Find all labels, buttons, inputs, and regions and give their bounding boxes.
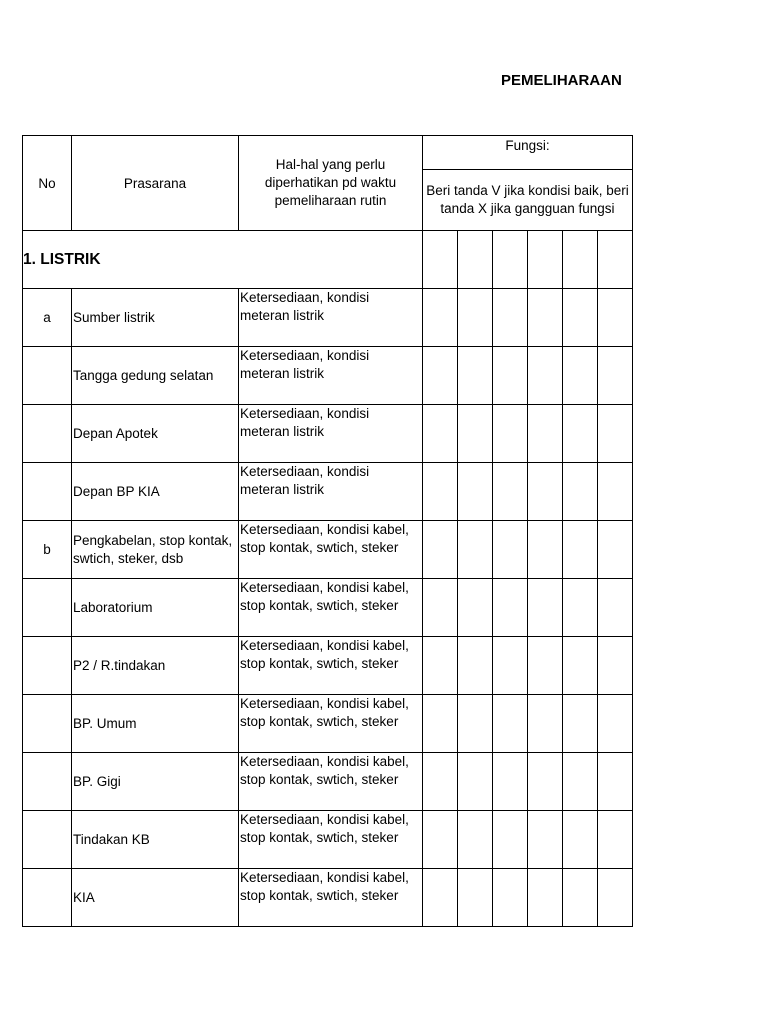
maintenance-table [22, 135, 633, 927]
check-cell[interactable] [563, 347, 598, 405]
row-hal: Ketersediaan, kondisi kabel, stop kontak, swtich, steker [239, 521, 423, 579]
check-cell[interactable] [528, 521, 563, 579]
check-cell[interactable] [493, 347, 528, 405]
check-cell[interactable] [493, 637, 528, 695]
table-row [23, 695, 633, 753]
table-row [23, 637, 633, 695]
page-title: PEMELIHARAAN [501, 72, 622, 89]
check-cell[interactable] [493, 231, 528, 289]
check-cell[interactable] [423, 869, 458, 927]
check-cell[interactable] [598, 637, 633, 695]
row-hal: Ketersediaan, kondisi kabel, stop kontak, swtich, steker [239, 579, 423, 637]
check-cell[interactable] [493, 811, 528, 869]
check-cell[interactable] [493, 579, 528, 637]
check-cell[interactable] [598, 405, 633, 463]
row-no [23, 637, 72, 695]
check-cell[interactable] [528, 695, 563, 753]
row-prasarana: BP. Umum [72, 695, 239, 753]
check-cell[interactable] [458, 463, 493, 521]
check-cell[interactable] [598, 231, 633, 289]
check-cell[interactable] [458, 231, 493, 289]
check-cell[interactable] [598, 811, 633, 869]
row-prasarana: Sumber listrik [72, 289, 239, 347]
check-cell[interactable] [458, 695, 493, 753]
check-cell[interactable] [528, 231, 563, 289]
check-cell[interactable] [423, 347, 458, 405]
row-no [23, 579, 72, 637]
table-row [23, 405, 633, 463]
check-cell[interactable] [458, 579, 493, 637]
header-fungsi-note: Beri tanda V jika kondisi baik, beri tanda X jika gangguan fungsi [423, 170, 633, 231]
check-cell[interactable] [458, 347, 493, 405]
check-cell[interactable] [598, 463, 633, 521]
check-cell[interactable] [563, 811, 598, 869]
check-cell[interactable] [563, 289, 598, 347]
header-hal: Hal-hal yang perlu diperhatikan pd waktu pemeliharaan rutin [239, 136, 423, 231]
check-cell[interactable] [563, 521, 598, 579]
row-no [23, 695, 72, 753]
row-no [23, 753, 72, 811]
check-cell[interactable] [563, 231, 598, 289]
row-hal: Ketersediaan, kondisi kabel, stop kontak, swtich, steker [239, 869, 423, 927]
check-cell[interactable] [423, 289, 458, 347]
check-cell[interactable] [563, 753, 598, 811]
table-row [23, 463, 633, 521]
row-hal: Ketersediaan, kondisi meteran listrik [239, 347, 423, 405]
header-no: No [23, 136, 72, 231]
check-cell[interactable] [493, 463, 528, 521]
check-cell[interactable] [598, 347, 633, 405]
check-cell[interactable] [458, 637, 493, 695]
check-cell[interactable] [528, 405, 563, 463]
row-hal: Ketersediaan, kondisi meteran listrik [239, 463, 423, 521]
row-no [23, 869, 72, 927]
header-row [23, 136, 633, 170]
row-hal: Ketersediaan, kondisi meteran listrik [239, 405, 423, 463]
check-cell[interactable] [493, 289, 528, 347]
row-prasarana: Laboratorium [72, 579, 239, 637]
check-cell[interactable] [423, 521, 458, 579]
row-prasarana: KIA [72, 869, 239, 927]
row-no: a [23, 289, 72, 347]
table-body [23, 136, 633, 927]
table-row [23, 869, 633, 927]
check-cell[interactable] [493, 521, 528, 579]
row-prasarana: P2 / R.tindakan [72, 637, 239, 695]
check-cell[interactable] [528, 869, 563, 927]
row-hal: Ketersediaan, kondisi meteran listrik [239, 289, 423, 347]
check-cell[interactable] [423, 811, 458, 869]
check-cell[interactable] [423, 463, 458, 521]
check-cell[interactable] [458, 869, 493, 927]
check-cell[interactable] [528, 753, 563, 811]
row-hal: Ketersediaan, kondisi kabel, stop kontak, swtich, steker [239, 637, 423, 695]
table-row [23, 347, 633, 405]
check-cell[interactable] [423, 231, 458, 289]
check-cell[interactable] [458, 289, 493, 347]
check-cell[interactable] [528, 811, 563, 869]
check-cell[interactable] [598, 289, 633, 347]
check-cell[interactable] [528, 347, 563, 405]
check-cell[interactable] [598, 869, 633, 927]
check-cell[interactable] [563, 637, 598, 695]
table-row [23, 289, 633, 347]
check-cell[interactable] [528, 289, 563, 347]
row-hal: Ketersediaan, kondisi kabel, stop kontak, swtich, steker [239, 695, 423, 753]
row-prasarana: Pengkabelan, stop kontak, swtich, steker, dsb [72, 521, 239, 579]
header-fungsi: Fungsi: [423, 136, 633, 170]
row-no: b [23, 521, 72, 579]
check-cell[interactable] [563, 579, 598, 637]
table-row [23, 811, 633, 869]
table-row [23, 579, 633, 637]
check-cell[interactable] [423, 637, 458, 695]
row-no [23, 405, 72, 463]
table-row [23, 753, 633, 811]
section-row [23, 231, 633, 289]
check-cell[interactable] [563, 405, 598, 463]
check-cell[interactable] [493, 869, 528, 927]
check-cell[interactable] [528, 463, 563, 521]
check-cell[interactable] [598, 753, 633, 811]
row-prasarana: Depan BP KIA [72, 463, 239, 521]
check-cell[interactable] [458, 521, 493, 579]
check-cell[interactable] [458, 405, 493, 463]
row-prasarana: Tindakan KB [72, 811, 239, 869]
check-cell[interactable] [493, 405, 528, 463]
header-prasarana: Prasarana [72, 136, 239, 231]
check-cell[interactable] [598, 695, 633, 753]
section-title: 1. LISTRIK [23, 231, 423, 289]
check-cell[interactable] [423, 579, 458, 637]
check-cell[interactable] [423, 753, 458, 811]
check-cell[interactable] [528, 637, 563, 695]
check-cell[interactable] [493, 695, 528, 753]
row-no [23, 347, 72, 405]
check-cell[interactable] [423, 405, 458, 463]
row-prasarana: Depan Apotek [72, 405, 239, 463]
check-cell[interactable] [598, 579, 633, 637]
table-row [23, 521, 633, 579]
row-hal: Ketersediaan, kondisi kabel, stop kontak, swtich, steker [239, 811, 423, 869]
check-cell[interactable] [493, 753, 528, 811]
row-no [23, 811, 72, 869]
row-prasarana: BP. Gigi [72, 753, 239, 811]
row-no [23, 463, 72, 521]
check-cell[interactable] [458, 811, 493, 869]
check-cell[interactable] [598, 521, 633, 579]
row-hal: Ketersediaan, kondisi kabel, stop kontak, swtich, steker [239, 753, 423, 811]
check-cell[interactable] [563, 695, 598, 753]
check-cell[interactable] [458, 753, 493, 811]
check-cell[interactable] [563, 463, 598, 521]
check-cell[interactable] [423, 695, 458, 753]
check-cell[interactable] [563, 869, 598, 927]
check-cell[interactable] [528, 579, 563, 637]
row-prasarana: Tangga gedung selatan [72, 347, 239, 405]
